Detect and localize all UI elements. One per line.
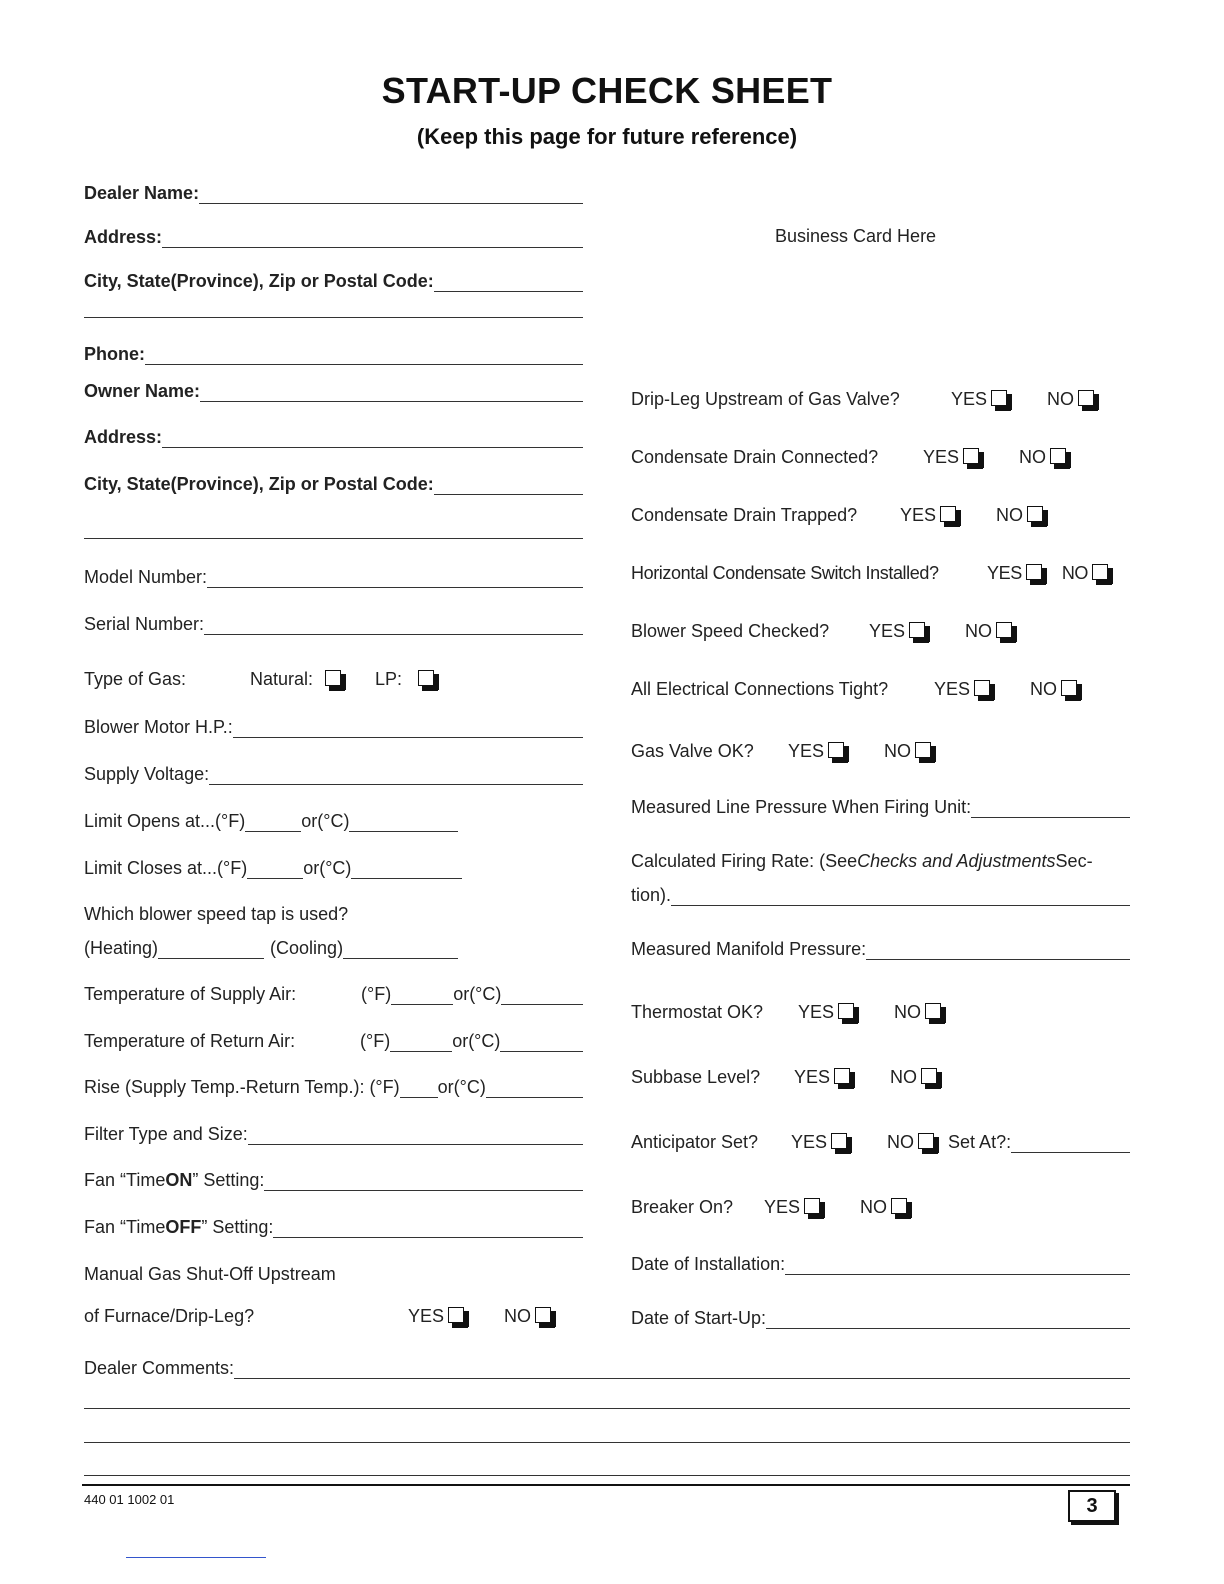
model-number-field[interactable]: Model Number: bbox=[84, 562, 583, 588]
electrical-row: All Electrical Connections Tight? YES NO bbox=[631, 674, 1151, 700]
business-card-label: Business Card Here bbox=[775, 226, 937, 246]
horiz-switch-no-checkbox[interactable] bbox=[1092, 564, 1108, 580]
blower-speed-yes-checkbox[interactable] bbox=[909, 622, 925, 638]
electrical-no-checkbox[interactable] bbox=[1061, 680, 1077, 696]
horiz-switch-yes-checkbox[interactable] bbox=[1026, 564, 1042, 580]
subbase-yes-checkbox[interactable] bbox=[834, 1068, 850, 1084]
gas-valve-yes-checkbox[interactable] bbox=[828, 742, 844, 758]
dealer-address-field[interactable]: Address: bbox=[84, 222, 583, 248]
owner-city-field[interactable]: City, State(Province), Zip or Postal Code: bbox=[84, 469, 583, 495]
manual-gas-label: Manual Gas Shut-Off Upstream bbox=[84, 1264, 336, 1284]
phone-field[interactable]: Phone: bbox=[84, 339, 583, 365]
owner-city-line-2[interactable] bbox=[84, 538, 583, 539]
subbase-no-checkbox[interactable] bbox=[921, 1068, 937, 1084]
dealer-comments-field[interactable]: Dealer Comments: bbox=[84, 1353, 1130, 1379]
dealer-city-line-2[interactable] bbox=[84, 317, 583, 318]
gas-valve-row: Gas Valve OK? YES NO bbox=[631, 736, 1151, 762]
anticipator-set-at-input[interactable] bbox=[1011, 1134, 1130, 1153]
date-startup-field[interactable]: Date of Start-Up: bbox=[631, 1303, 1130, 1329]
limit-opens-field[interactable]: Limit Opens at...(°F) or(°C) bbox=[84, 806, 458, 832]
fan-on-field[interactable]: Fan “Time ON ” Setting: bbox=[84, 1165, 583, 1191]
dealer-name-field[interactable]: Dealer Name: bbox=[84, 178, 583, 204]
temp-supply-field[interactable]: Temperature of Supply Air: (°F) or(°C) bbox=[84, 979, 583, 1005]
thermostat-row: Thermostat OK? YES NO bbox=[631, 997, 1151, 1023]
date-install-field[interactable]: Date of Installation: bbox=[631, 1249, 1130, 1275]
cond-connected-no-checkbox[interactable] bbox=[1050, 448, 1066, 464]
limit-closes-field[interactable]: Limit Closes at...(°F) or(°C) bbox=[84, 853, 462, 879]
owner-address-field[interactable]: Address: bbox=[84, 422, 583, 448]
page-subtitle: (Keep this page for future reference) bbox=[416, 124, 798, 149]
dealer-city-field[interactable]: City, State(Province), Zip or Postal Code: bbox=[84, 266, 583, 292]
manifold-pressure-field[interactable]: Measured Manifold Pressure: bbox=[631, 934, 1130, 960]
cond-trapped-no-checkbox[interactable] bbox=[1027, 506, 1043, 522]
subbase-row: Subbase Level? YES NO bbox=[631, 1062, 1151, 1088]
page-number: 3 bbox=[1068, 1490, 1116, 1522]
cond-trapped-row: Condensate Drain Trapped? YES NO bbox=[631, 500, 1151, 526]
rise-field[interactable]: Rise (Supply Temp.-Return Temp.): (°F) or(°C) bbox=[84, 1072, 583, 1098]
electrical-yes-checkbox[interactable] bbox=[974, 680, 990, 696]
blower-speed-no-checkbox[interactable] bbox=[996, 622, 1012, 638]
lp-gas-checkbox[interactable] bbox=[418, 670, 434, 686]
page-title: START-UP CHECK SHEET bbox=[381, 70, 833, 111]
cond-connected-yes-checkbox[interactable] bbox=[963, 448, 979, 464]
comments-line-3[interactable] bbox=[84, 1442, 1130, 1443]
drip-leg-row: Drip-Leg Upstream of Gas Valve? YES NO bbox=[631, 384, 1151, 410]
manual-gas-yes-checkbox[interactable] bbox=[448, 1307, 464, 1323]
blower-hp-field[interactable]: Blower Motor H.P.: bbox=[84, 712, 583, 738]
firing-rate-field[interactable]: tion). bbox=[631, 880, 1130, 906]
supply-voltage-field[interactable]: Supply Voltage: bbox=[84, 759, 583, 785]
thermostat-yes-checkbox[interactable] bbox=[838, 1003, 854, 1019]
comments-line-2[interactable] bbox=[84, 1408, 1130, 1409]
manual-gas-row: of Furnace/Drip-Leg? YES NO bbox=[84, 1301, 594, 1327]
bottom-link-line bbox=[126, 1557, 266, 1558]
blower-speed-row: Blower Speed Checked? YES NO bbox=[631, 616, 1151, 642]
firing-rate-label: Calculated Firing Rate: (See Checks and Adjustments Sec- bbox=[631, 851, 1093, 871]
line-pressure-field[interactable]: Measured Line Pressure When Firing Unit: bbox=[631, 792, 1130, 818]
footer-rule bbox=[82, 1484, 1130, 1486]
breaker-yes-checkbox[interactable] bbox=[804, 1198, 820, 1214]
natural-gas-checkbox[interactable] bbox=[325, 670, 341, 686]
serial-number-field[interactable]: Serial Number: bbox=[84, 609, 583, 635]
breaker-row: Breaker On? YES NO bbox=[631, 1192, 1151, 1218]
type-of-gas-row: Type of Gas: Natural: LP: bbox=[84, 664, 504, 690]
gas-valve-no-checkbox[interactable] bbox=[915, 742, 931, 758]
filter-field[interactable]: Filter Type and Size: bbox=[84, 1119, 583, 1145]
comments-line-4[interactable] bbox=[84, 1475, 1130, 1476]
breaker-no-checkbox[interactable] bbox=[891, 1198, 907, 1214]
temp-return-field[interactable]: Temperature of Return Air: (°F) or(°C) bbox=[84, 1026, 583, 1052]
anticipator-no-checkbox[interactable] bbox=[918, 1133, 934, 1149]
drip-leg-yes-checkbox[interactable] bbox=[991, 390, 1007, 406]
cond-connected-row: Condensate Drain Connected? YES NO bbox=[631, 442, 1151, 468]
owner-name-field[interactable]: Owner Name: bbox=[84, 376, 583, 402]
document-code: 440 01 1002 01 bbox=[84, 1492, 175, 1507]
blower-tap-field[interactable]: (Heating) (Cooling) bbox=[84, 933, 458, 959]
thermostat-no-checkbox[interactable] bbox=[925, 1003, 941, 1019]
anticipator-row: Anticipator Set? YES NO Set At?: bbox=[631, 1127, 1130, 1153]
fan-off-field[interactable]: Fan “Time OFF ” Setting: bbox=[84, 1212, 583, 1238]
blower-tap-question: Which blower speed tap is used? bbox=[84, 904, 349, 924]
horiz-switch-row: Horizontal Condensate Switch Installed? YES NO bbox=[631, 558, 1151, 584]
manual-gas-no-checkbox[interactable] bbox=[535, 1307, 551, 1323]
drip-leg-no-checkbox[interactable] bbox=[1078, 390, 1094, 406]
cond-trapped-yes-checkbox[interactable] bbox=[940, 506, 956, 522]
anticipator-yes-checkbox[interactable] bbox=[831, 1133, 847, 1149]
